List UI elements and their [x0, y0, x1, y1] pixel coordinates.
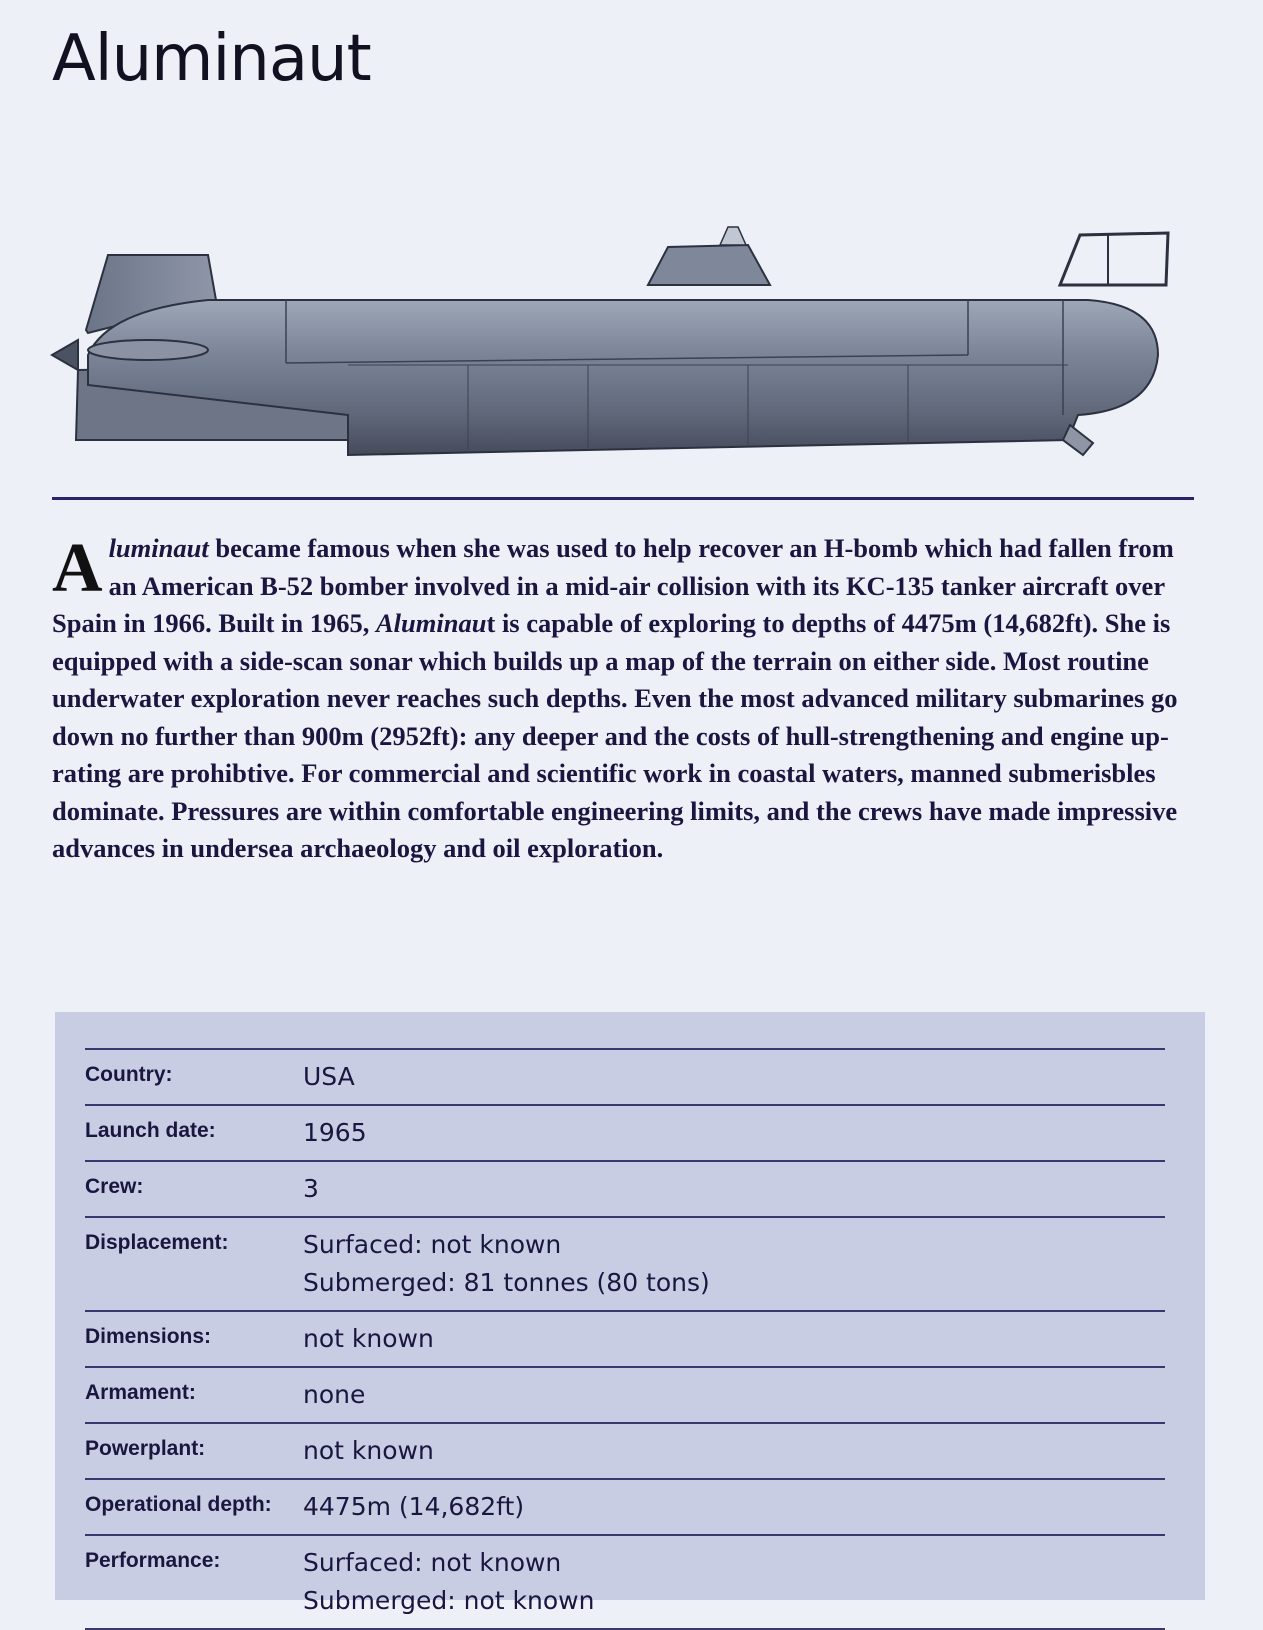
spec-value-line: Submerged: not known — [303, 1586, 595, 1615]
spec-row — [85, 1368, 1165, 1424]
spec-value-line: Surfaced: not known — [303, 1548, 562, 1577]
spec-value-line: Submerged: 81 tonnes (80 tons) — [303, 1268, 710, 1297]
vessel-name-tail: t — [486, 608, 496, 638]
spec-label: Displacement: — [85, 1231, 229, 1254]
spec-value — [303, 1432, 1165, 1470]
vessel-name: luminaut — [108, 533, 209, 563]
spec-row — [85, 1218, 1165, 1312]
spec-value — [303, 1320, 1165, 1358]
spec-label: Performance: — [85, 1549, 221, 1572]
vessel-name-italic: Aluminau — [376, 608, 487, 638]
drop-cap: A — [52, 530, 103, 607]
spec-value-line: 1965 — [303, 1118, 367, 1147]
spec-value-line: 4475m (14,682ft) — [303, 1492, 525, 1521]
spec-value — [303, 1544, 1165, 1620]
spec-row — [85, 1162, 1165, 1218]
spec-value — [303, 1170, 1165, 1208]
spec-value — [303, 1058, 1165, 1096]
spec-value-line: not known — [303, 1436, 434, 1465]
spec-value — [303, 1376, 1165, 1414]
spec-row — [85, 1050, 1165, 1106]
spec-value-line: 3 — [303, 1174, 319, 1203]
spec-value-line: USA — [303, 1062, 355, 1091]
specifications-panel — [55, 1012, 1205, 1615]
description-text-2: is capable of exploring to depths of 4475m (14,682ft). She is equipped with a side-scan sonar which builds up a map of the terrain on either side. Most routine underwater exploration never reaches such depths. Even the most advanced military submarines go down no further than 900m (2952ft): any deeper and the costs of hull-strengthening and engine up-rating are prohibtive. For commercial and scientific work in coastal waters, manned submerisbles dominate. Pressures are within comfortable engineering limits, and the crews have made impressive advances in undersea archaeology and oil exploration. — [52, 608, 1178, 863]
spec-label: Dimensions: — [85, 1325, 212, 1348]
spec-row — [85, 1480, 1165, 1536]
description-text-1: became famous when she was used to help recover an H-bomb which had fallen from an American B-52 bomber involved in a mid-air collision with its KC-135 tanker aircraft over Spain in 1966. Built in 1965, — [52, 533, 1174, 638]
spec-row — [85, 1536, 1165, 1630]
spec-label: Launch date: — [85, 1119, 216, 1142]
spec-row — [85, 1424, 1165, 1480]
spec-row — [85, 1312, 1165, 1368]
spec-row — [85, 1106, 1165, 1162]
description-paragraph — [52, 530, 1192, 868]
page-title: Aluminaut — [52, 22, 371, 96]
spec-label: Operational depth: — [85, 1493, 272, 1516]
spec-value-line: none — [303, 1380, 366, 1409]
spec-value-line: not known — [303, 1324, 434, 1353]
spec-label: Armament: — [85, 1381, 196, 1404]
spec-label: Powerplant: — [85, 1437, 206, 1460]
spec-value-line: Surfaced: not known — [303, 1230, 562, 1259]
specifications-table — [85, 1048, 1165, 1630]
spec-value — [303, 1114, 1165, 1152]
spec-value — [303, 1226, 1165, 1302]
spec-label: Country: — [85, 1063, 173, 1086]
spec-value — [303, 1488, 1165, 1526]
submarine-illustration — [48, 215, 1198, 475]
section-divider — [52, 497, 1194, 500]
spec-label: Crew: — [85, 1175, 144, 1198]
